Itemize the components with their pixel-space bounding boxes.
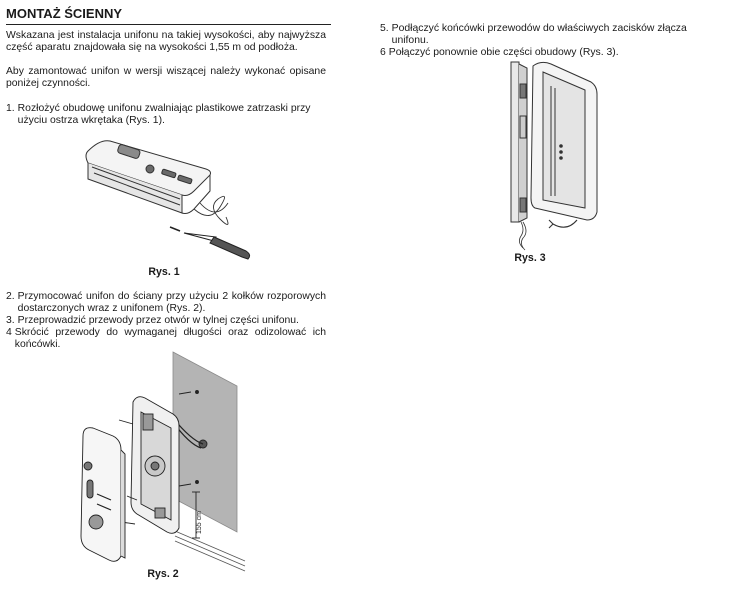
step-number: 1.	[6, 103, 15, 114]
step-number: 4	[6, 327, 12, 338]
step-text: Podłączyć końcówki przewodów do właściwych zacisków złącza unifonu.	[391, 23, 687, 46]
height-dimension-label: 155 cm	[196, 511, 203, 534]
step-text: Rozłożyć obudowę unifonu zwalniając plastikowe zatrzaski przy użyciu ostrza wkrętaka (Rys. 1).	[17, 103, 311, 126]
step-text: Połączyć ponownie obie części obudowy (Rys. 3).	[388, 47, 619, 58]
step-number: 5.	[380, 23, 389, 34]
figure-1-caption: Rys. 1	[148, 266, 180, 278]
step-text: Skrócić przewody do wymaganej długości oraz odizolować ich końcówki.	[14, 327, 326, 350]
step-6	[380, 47, 698, 59]
step-number: 2.	[6, 291, 15, 302]
step-text: Przeprowadzić przewody przez otwór w tylnej części unifonu.	[17, 315, 299, 326]
step-4	[6, 327, 326, 350]
step-1	[6, 103, 326, 126]
figure-2-illustration	[75, 352, 245, 566]
figure-2-caption: Rys. 2	[147, 568, 179, 580]
figure-3-caption: Rys. 3	[514, 252, 546, 264]
step-3	[6, 315, 326, 327]
figure-3-illustration	[505, 58, 605, 250]
intro-paragraph-2: Aby zamontować unifon w wersji wiszącej należy wykonać opisane poniżej czynności.	[6, 66, 326, 89]
step-5	[380, 23, 698, 46]
figure-1-illustration	[70, 133, 270, 263]
step-number: 6	[380, 47, 386, 58]
step-number: 3.	[6, 315, 15, 326]
step-text: Przymocować unifon do ściany przy użyciu 2 kołków rozporowych dostarczonych wraz z unifonem (Rys. 2).	[17, 291, 326, 314]
section-title: MONTAŻ ŚCIENNY	[6, 6, 331, 25]
intro-paragraph-1: Wskazana jest instalacja unifonu na takiej wysokości, aby najwyższa część aparatu znajdowała się na wysokości 1,55 m od podłoża.	[6, 30, 326, 53]
step-2	[6, 291, 326, 314]
